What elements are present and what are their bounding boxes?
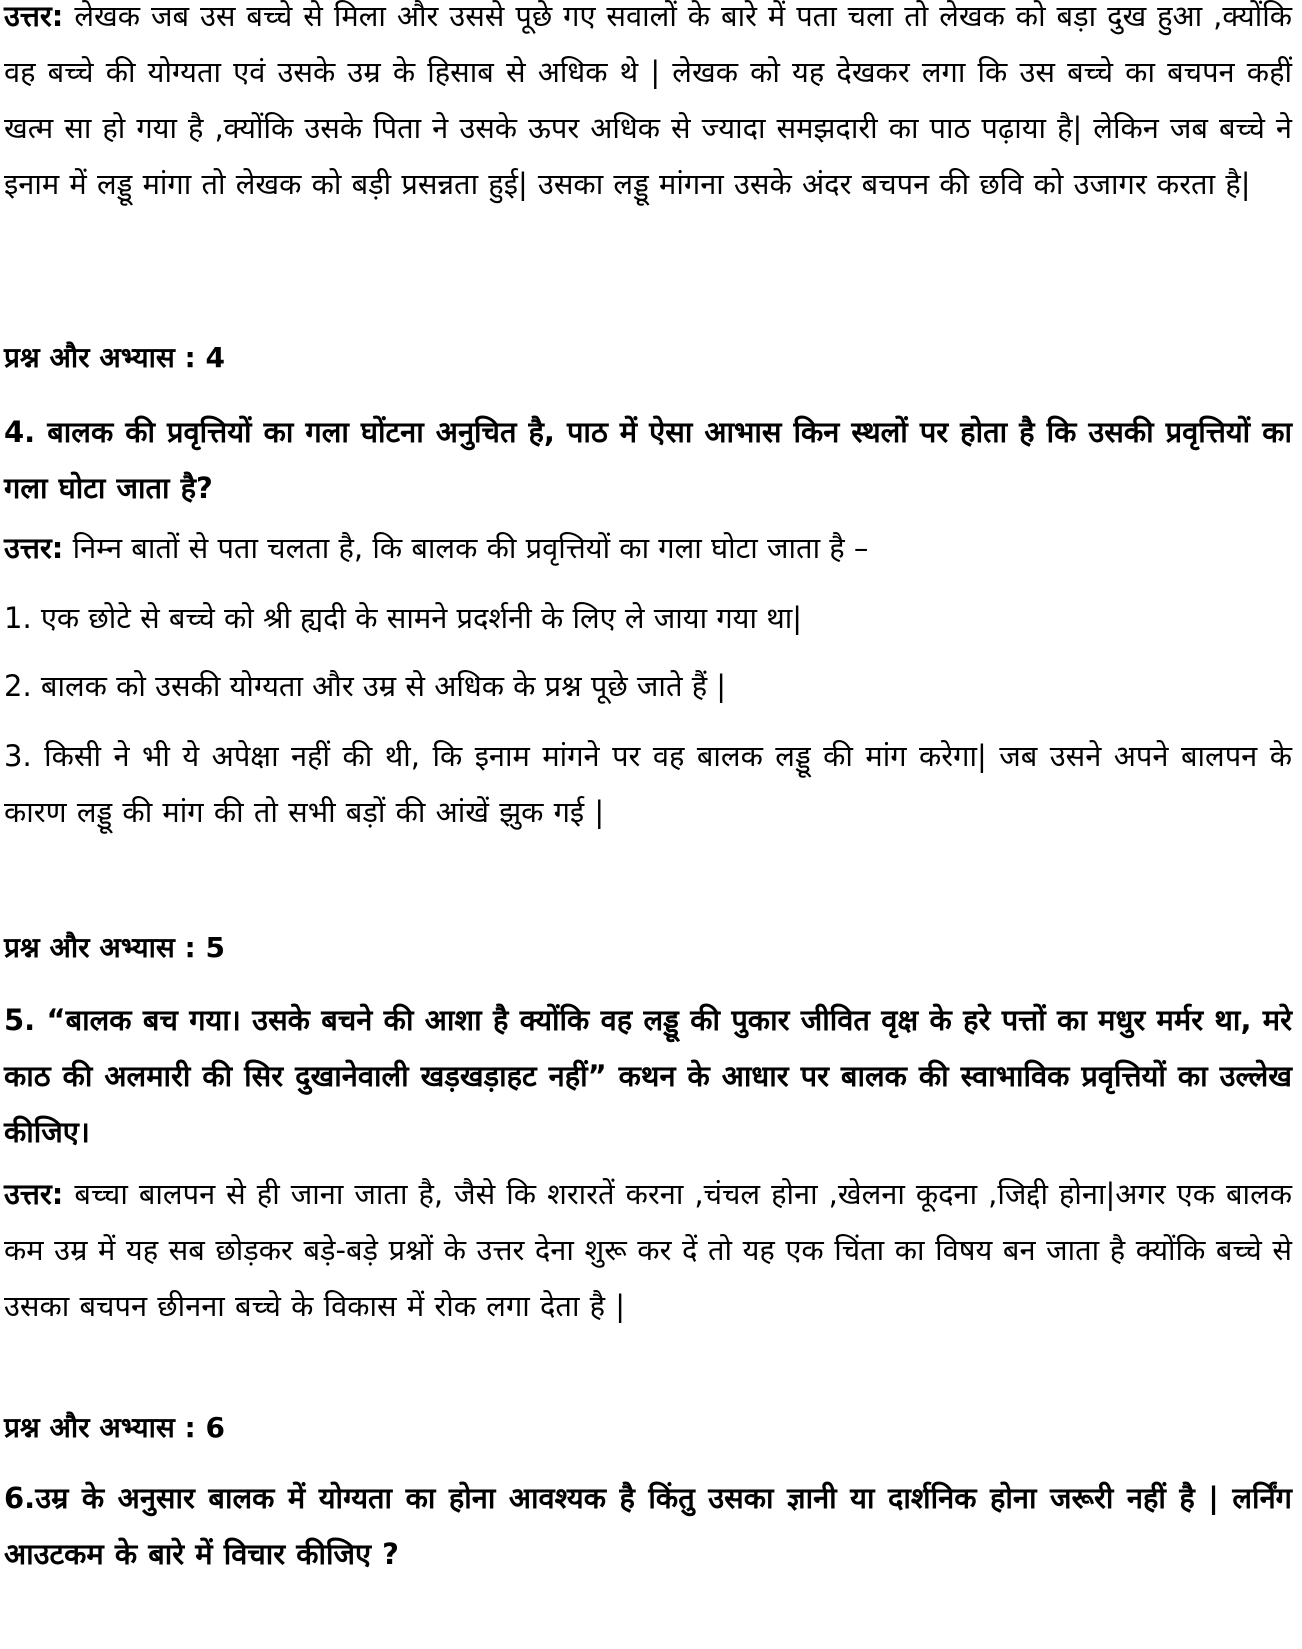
answer-point: 1. एक छोटे से बच्चे को श्री ह्यदी के सामने प्रदर्शनी के लिए ले जाया गया था|: [4, 601, 803, 635]
answer-4-intro-block: [4, 528, 1292, 568]
answer-5-paragraph: [4, 1166, 1292, 1334]
section-heading-6: [4, 1408, 1292, 1448]
answer-3-block: [4, 0, 1292, 212]
question-5-block: [4, 992, 1292, 1160]
question-6: 6.उम्र के अनुसार बालक में योग्यता का होना आवश्यक है किंतु उसका ज्ञानी या दार्शनिक होना जरूरी नहीं है | लर्निंग आउटकम के बारे में विचार कीजिए ?: [4, 1481, 1292, 1571]
answer-text: लेखक जब उस बच्चे से मिला और उससे पूछे गए सवालों के बारे में पता चला तो लेखक को बड़ा दुख हुआ ,क्योंकि वह बच्चे की योग्यता एवं उसके उम्र के हिसाब से अधिक थे | लेखक को यह देखकर लगा कि उस बच्चे का बचपन कहीं खत्म सा हो गया है ,क्योंकि उसके पिता ने उसके ऊपर अधिक से ज्यादा समझदारी का पाठ पढ़ाया है| लेकिन जब बच्चे ने इनाम में लड्डू मांगा तो लेखक को बड़ी प्रसन्नता हुई| उसका लड्डू मांगना उसके अंदर बचपन की छवि को उजागर करता है|: [4, 0, 1292, 201]
answer-4-intro: [4, 528, 1292, 568]
answer-point: 2. बालक को उसकी योग्यता और उम्र से अधिक के प्रश्न पूछे जाते हैं |: [4, 669, 727, 703]
answer-3-paragraph: [4, 0, 1292, 212]
answer-intro-text: निम्न बातों से पता चलता है, कि बालक की प्रवृत्तियों का गला घोटा जाता है –: [63, 531, 869, 565]
answer-point: 3. किसी ने भी ये अपेक्षा नहीं की थी, कि इनाम मांगने पर वह बालक लड्डू की मांग करेगा| जब उसने अपने बालपन के कारण लड्डू की मांग की तो सभी बड़ों की आंखें झुक गई |: [4, 739, 1292, 829]
answer-label: उत्तर:: [4, 1177, 64, 1211]
section-heading: प्रश्न और अभ्यास : 5: [4, 931, 225, 964]
question-5: 5. “बालक बच गया। उसके बचने की आशा है क्योंकि वह लड्डू की पुकार जीवित वृक्ष के हरे पत्तों का मधुर मर्मर था, मरे काठ की अलमारी की सिर दुखानेवाली खड़खड़ाहट नहीं” कथन के आधार पर बालक की स्वाभाविक प्रवृत्तियों का उल्लेख कीजिए।: [4, 1003, 1292, 1149]
answer-label: उत्तर:: [4, 531, 64, 565]
section-heading-5: [4, 928, 1292, 968]
answer-4-point-3-block: [4, 728, 1292, 840]
answer-4-point-1-block: [4, 598, 1292, 638]
question-4-block: [4, 404, 1292, 516]
question-6-block: [4, 1470, 1292, 1582]
section-heading: प्रश्न और अभ्यास : 4: [4, 341, 225, 374]
answer-label: उत्तर:: [4, 0, 64, 33]
question-4: 4. बालक की प्रवृत्तियों का गला घोंटना अनुचित है, पाठ में ऐसा आभास किन स्थलों पर होता है कि उसकी प्रवृत्तियों का गला घोटा जाता है?: [4, 415, 1292, 505]
section-heading-4: [4, 338, 1292, 378]
answer-4-point-2-block: [4, 666, 1292, 706]
answer-text: बच्चा बालपन से ही जाना जाता है, जैसे कि शरारतें करना ,चंचल होना ,खेलना कूदना ,जिद्दी होना|अगर एक बालक कम उम्र में यह सब छोड़कर बड़े-बड़े प्रश्नों के उत्तर देना शुरू कर दें तो यह एक चिंता का विषय बन जाता है क्योंकि बच्चे से उसका बचपन छीनना बच्चे के विकास में रोक लगा देता है |: [4, 1177, 1292, 1323]
answer-5-block: [4, 1166, 1292, 1334]
section-heading: प्रश्न और अभ्यास : 6: [4, 1411, 225, 1444]
